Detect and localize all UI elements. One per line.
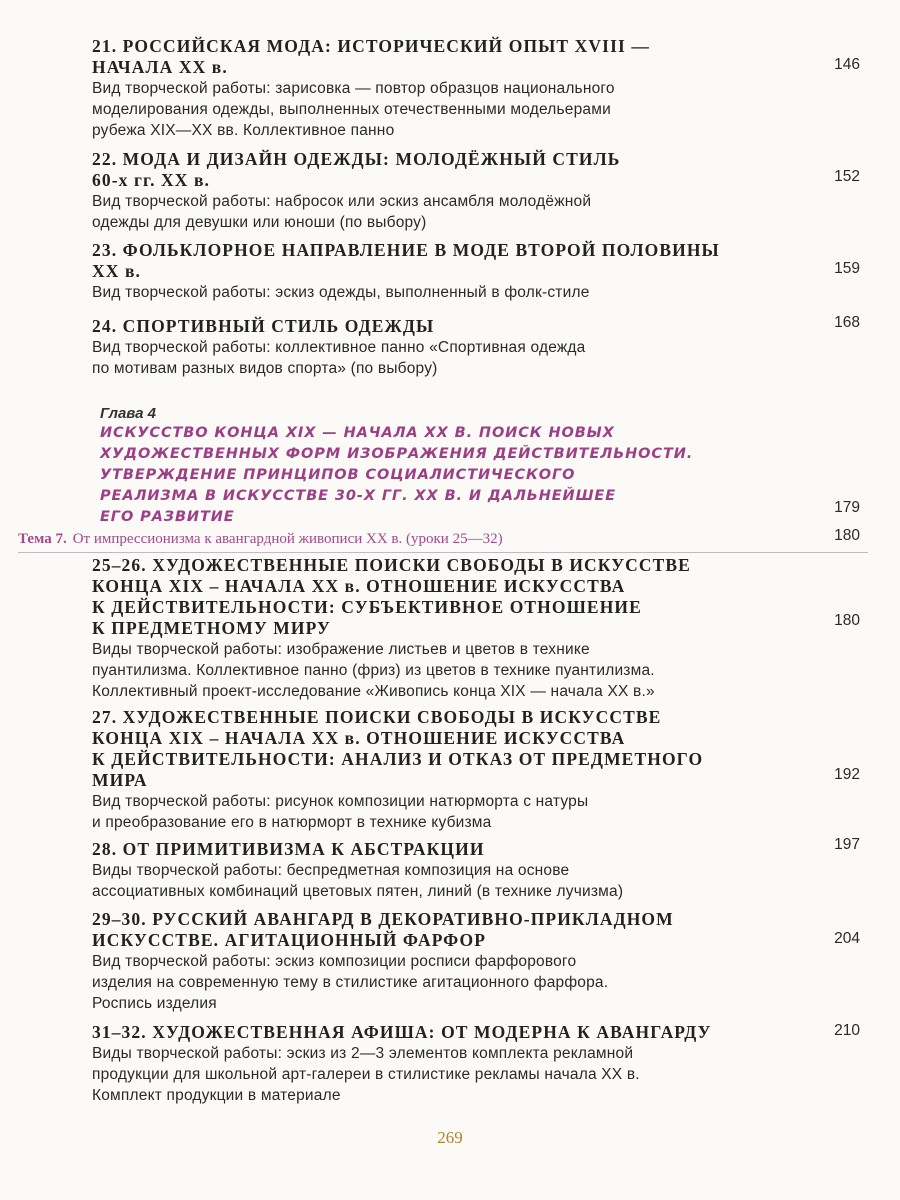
theme-divider [18, 552, 868, 553]
entry-title: 21. РОССИЙСКАЯ МОДА: ИСТОРИЧЕСКИЙ ОПЫТ XVIII — НАЧАЛА XX в. [92, 36, 650, 77]
entry-description: Виды творческой работы: эскиз из 2—3 элементов комплекта рекламной продукции для школьной арт-галереи в стилистике рекламы начала XX в. Комплект продукции в материале [92, 1045, 640, 1104]
entry-description: Вид творческой работы: эскиз композиции росписи фарфорового изделия на современную тему в стилистике агитационного фарфора. Роспись изделия [92, 953, 609, 1012]
entry-description: Вид творческой работы: эскиз одежды, выполненный в фолк-стиле [92, 284, 590, 301]
entry-page-number: 146 [834, 56, 860, 73]
theme-heading [18, 531, 798, 548]
toc-entry-24 [92, 316, 792, 379]
toc-entry-25-26 [92, 555, 792, 702]
theme-page-number: 180 [834, 527, 860, 544]
entry-title: 31–32. ХУДОЖЕСТВЕННАЯ АФИША: ОТ МОДЕРНА К АВАНГАРДУ [92, 1022, 712, 1042]
toc-entry-28 [92, 839, 792, 902]
entry-title: 23. ФОЛЬКЛОРНОЕ НАПРАВЛЕНИЕ В МОДЕ ВТОРОЙ ПОЛОВИНЫ XX в. [92, 240, 720, 281]
toc-entry-27 [92, 707, 792, 833]
entry-page-number: 192 [834, 766, 860, 783]
entry-page-number: 210 [834, 1022, 860, 1039]
entry-title: 25–26. ХУДОЖЕСТВЕННЫЕ ПОИСКИ СВОБОДЫ В ИСКУССТВЕ КОНЦА XIX – НАЧАЛА XX в. ОТНОШЕНИЕ ИСКУССТВА К ДЕЙСТВИТЕЛЬНОСТИ: СУБЪЕКТИВНОЕ ОТНОШЕНИЕ К ПРЕДМЕТНОМУ МИРУ [92, 555, 691, 638]
entry-page-number: 204 [834, 930, 860, 947]
entry-page-number: 159 [834, 260, 860, 277]
chapter-title: ИСКУССТВО КОНЦА XIX — НАЧАЛА XX В. ПОИСК НОВЫХ ХУДОЖЕСТВЕННЫХ ФОРМ ИЗОБРАЖЕНИЯ ДЕЙСТВИТЕЛЬНОСТИ. УТВЕРЖДЕНИЕ ПРИНЦИПОВ СОЦИАЛИСТИЧЕСКОГО РЕАЛИЗМА В ИСКУССТВЕ 30-Х ГГ. XX В. И ДАЛЬНЕЙШЕЕ ЕГО РАЗВИТИЕ [100, 425, 694, 525]
entry-title: 29–30. РУССКИЙ АВАНГАРД В ДЕКОРАТИВНО-ПРИКЛАДНОМ ИСКУССТВЕ. АГИТАЦИОННЫЙ ФАРФОР [92, 909, 674, 950]
entry-page-number: 180 [834, 612, 860, 629]
entry-title: 24. СПОРТИВНЫЙ СТИЛЬ ОДЕЖДЫ [92, 316, 435, 336]
entry-description: Вид творческой работы: коллективное панно «Спортивная одежда по мотивам разных видов спорта» (по выбору) [92, 339, 586, 377]
entry-description: Вид творческой работы: рисунок композиции натюрморта с натуры и преобразование его в натюрморт в технике кубизма [92, 793, 589, 831]
chapter-label: Глава 4 [100, 405, 157, 422]
theme-label: Тема 7. [18, 531, 67, 547]
entry-description: Вид творческой работы: зарисовка — повтор образцов национального моделирования одежды, выполненных отечественными модельерами рубежа XIX—XX вв. Коллективное панно [92, 80, 615, 139]
entry-description: Виды творческой работы: беспредметная композиция на основе ассоциативных комбинаций цветовых пятен, линий (в технике лучизма) [92, 862, 624, 900]
entry-page-number: 197 [834, 836, 860, 853]
theme-text: От импрессионизма к авангардной живописи XX в. (уроки 25—32) [72, 531, 503, 547]
toc-entry-21 [92, 36, 792, 141]
page-number-footer: 269 [437, 1128, 463, 1147]
entry-title: 22. МОДА И ДИЗАЙН ОДЕЖДЫ: МОЛОДЁЖНЫЙ СТИЛЬ 60-х гг. XX в. [92, 149, 621, 190]
entry-description: Вид творческой работы: набросок или эскиз ансамбля молодёжной одежды для девушки или юноши (по выбору) [92, 193, 592, 231]
chapter-page-number: 179 [834, 499, 860, 516]
entry-page-number: 168 [834, 314, 860, 331]
entry-page-number: 152 [834, 168, 860, 185]
toc-entry-29-30 [92, 909, 792, 1014]
entry-title: 27. ХУДОЖЕСТВЕННЫЕ ПОИСКИ СВОБОДЫ В ИСКУССТВЕ КОНЦА XIX – НАЧАЛА XX в. ОТНОШЕНИЕ ИСКУССТВА К ДЕЙСТВИТЕЛЬНОСТИ: АНАЛИЗ И ОТКАЗ ОТ ПРЕДМЕТНОГО МИРА [92, 707, 704, 790]
toc-entry-22 [92, 149, 792, 233]
toc-entry-31-32 [92, 1022, 792, 1106]
chapter-heading [100, 405, 780, 528]
entry-description: Виды творческой работы: изображение листьев и цветов в технике пуантилизма. Коллективное панно (фриз) из цветов в технике пуантилизма. Коллективный проект-исследование «Живопись конца XIX — начала XX в.» [92, 641, 655, 700]
entry-title: 28. ОТ ПРИМИТИВИЗМА К АБСТРАКЦИИ [92, 839, 485, 859]
toc-entry-23 [92, 240, 792, 303]
